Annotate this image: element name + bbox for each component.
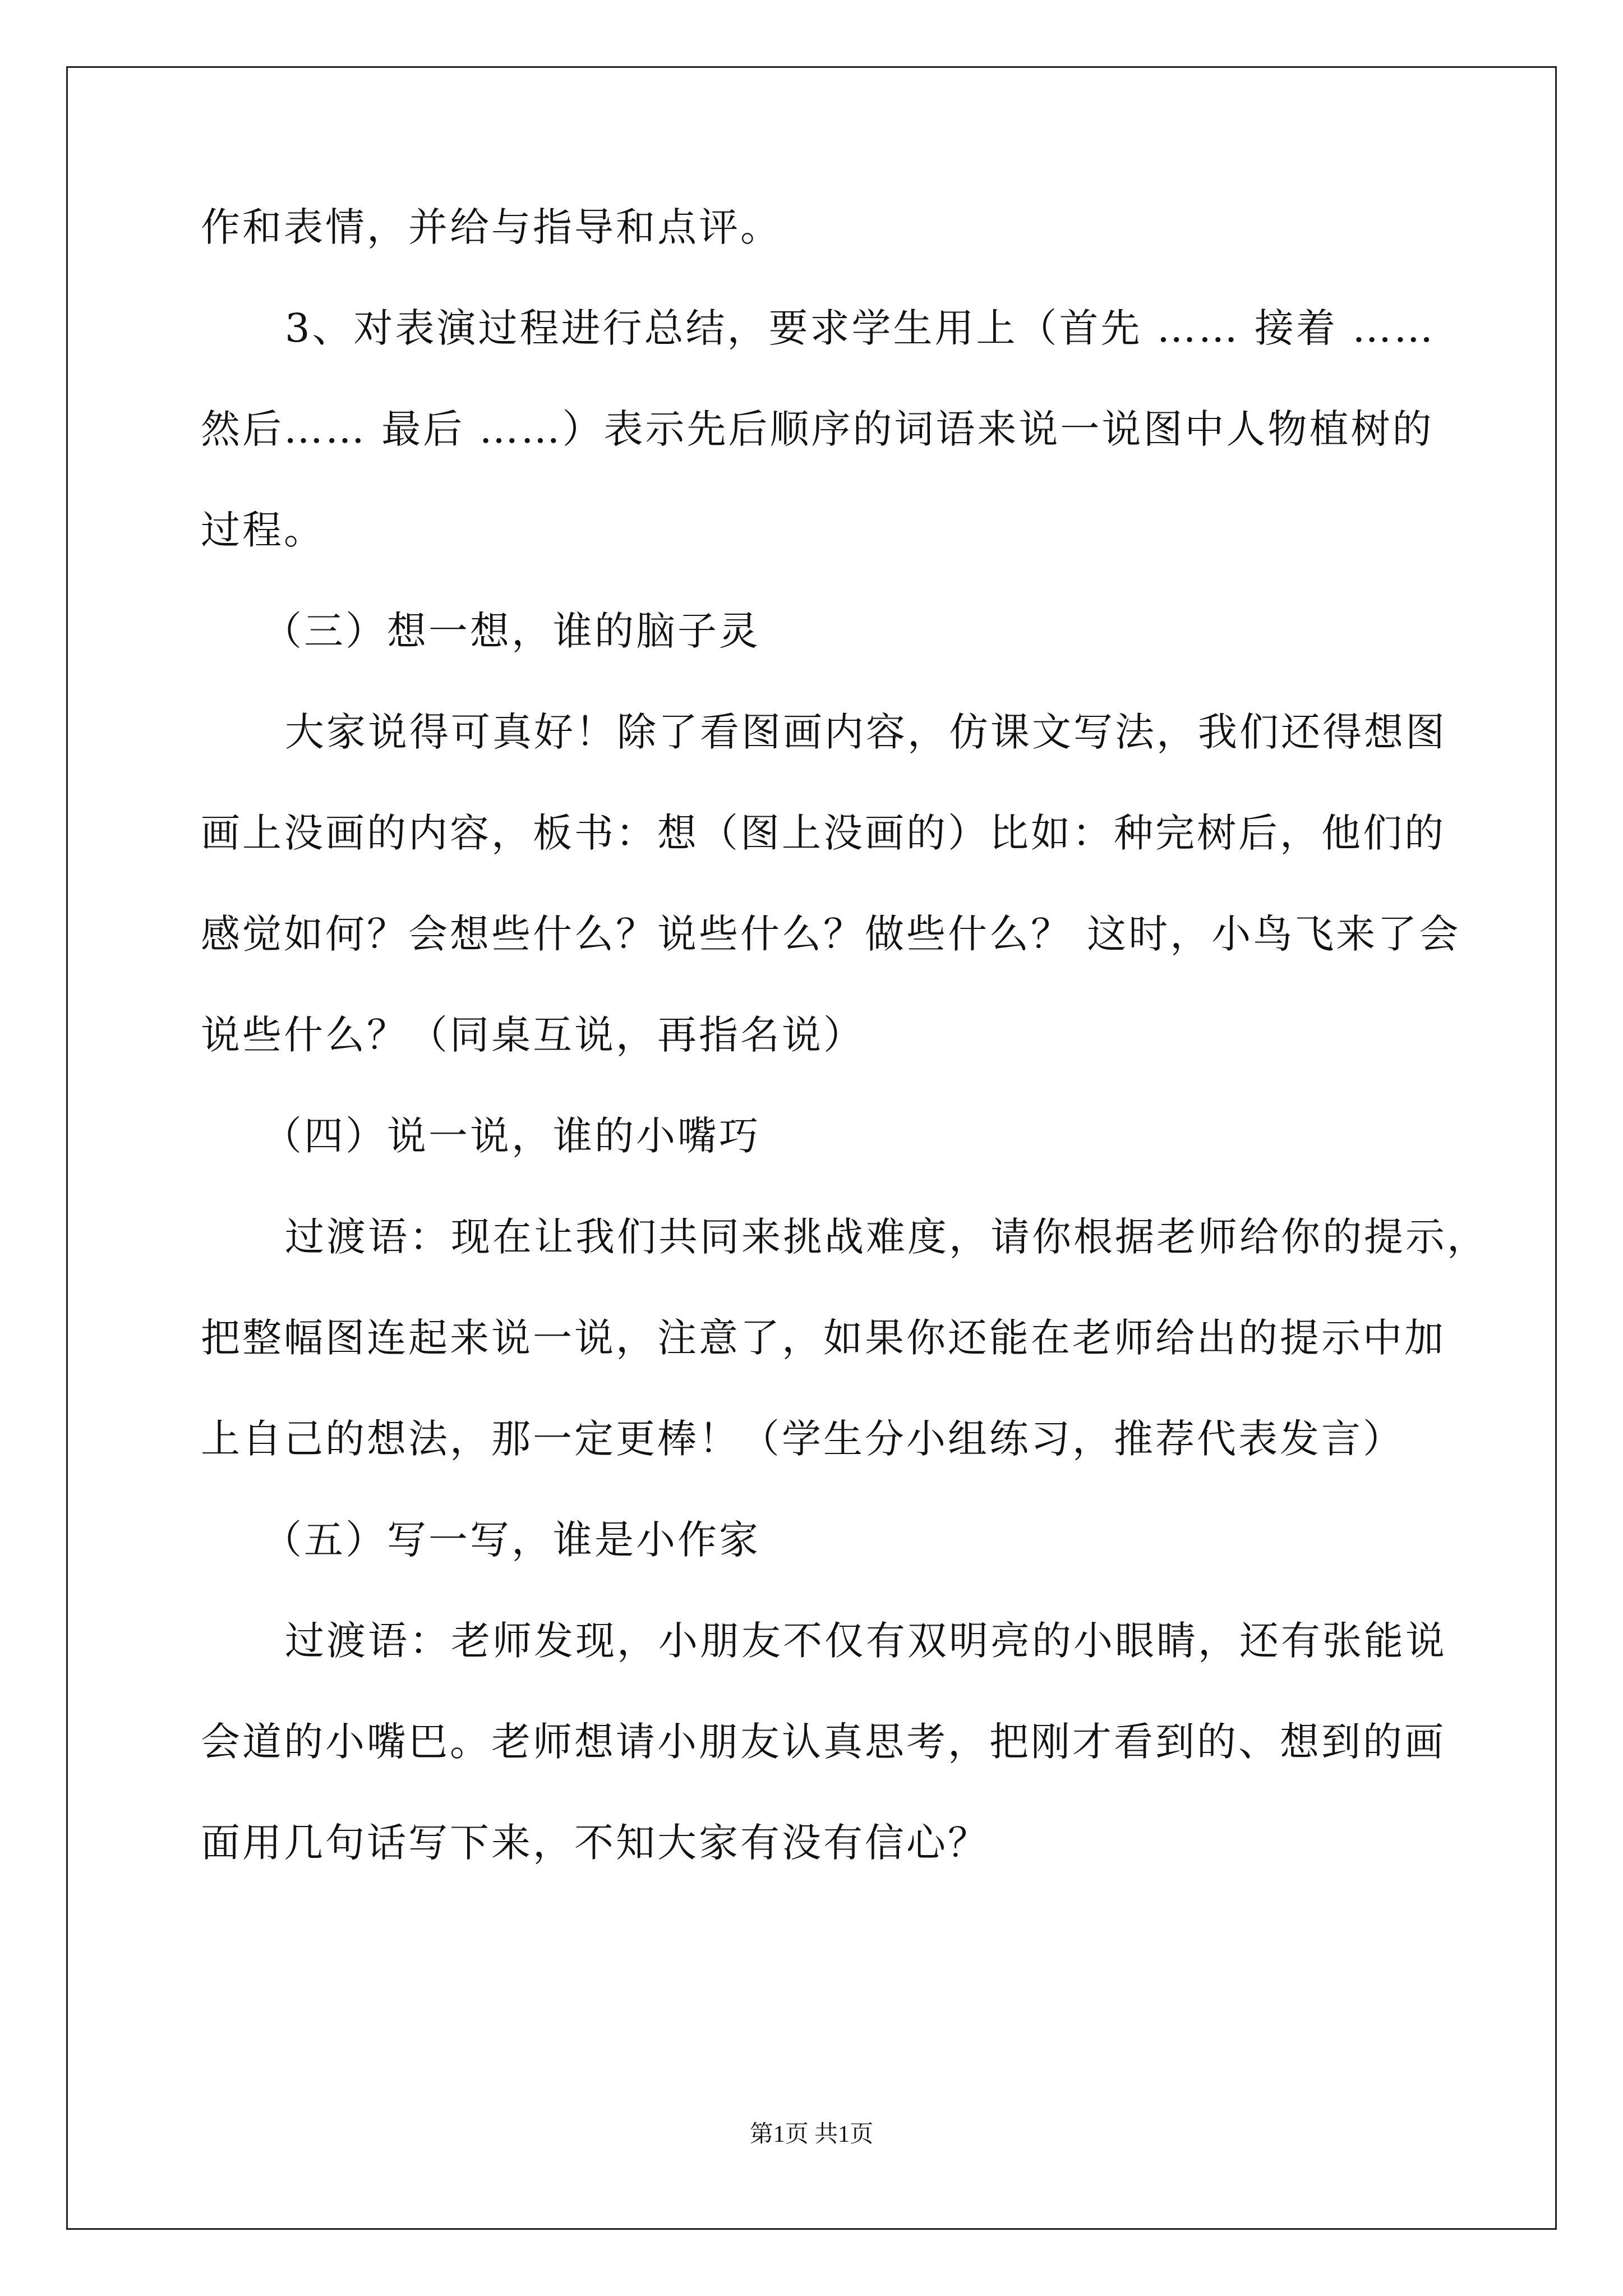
text-line: 然后…… 最后 ……）表示先后顺序的词语来说一说图中人物植树的 (201, 406, 1434, 452)
text-line: 会道的小嘴巴。老师想请小朋友认真思考，把刚才看到的、想到的画 (201, 1719, 1446, 1765)
text-line: 感觉如何？会想些什么？说些什么？做些什么？ 这时，小鸟飞来了会 (201, 911, 1461, 957)
text-line: 过渡语：老师发现，小朋友不仅有双明亮的小眼睛，还有张能说 (285, 1618, 1447, 1664)
text-line: 过渡语：现在让我们共同来挑战难度，请你根据老师给你的提示， (285, 1214, 1488, 1260)
text-line: 3、对表演过程进行总结，要求学生用上（首先 …… 接着 …… (285, 305, 1436, 351)
text-line: 说些什么？（同桌互说，再指名说） (201, 1012, 865, 1058)
text-line: 面用几句话写下来，不知大家有没有信心？ (201, 1820, 989, 1866)
text-line: 过程。 (201, 507, 325, 553)
section-heading: （四）说一说，谁的小嘴巧 (262, 1113, 760, 1159)
text-line: 把整幅图连起来说一说，注意了，如果你还能在老师给出的提示中加 (201, 1315, 1446, 1361)
page-footer: 第1页 共1页 (749, 2122, 874, 2147)
text-line: 作和表情，并给与指导和点评。 (201, 204, 782, 250)
section-heading: （五）写一写，谁是小作家 (262, 1517, 760, 1563)
section-heading: （三）想一想，谁的脑子灵 (262, 608, 760, 654)
text-line: 上自己的想法，那一定更棒！（学生分小组练习，推荐代表发言） (201, 1416, 1404, 1462)
text-line: 画上没画的内容，板书：想（图上没画的）比如：种完树后，他们的 (201, 810, 1446, 856)
text-line: 大家说得可真好！除了看图画内容，仿课文写法，我们还得想图 (285, 709, 1447, 755)
